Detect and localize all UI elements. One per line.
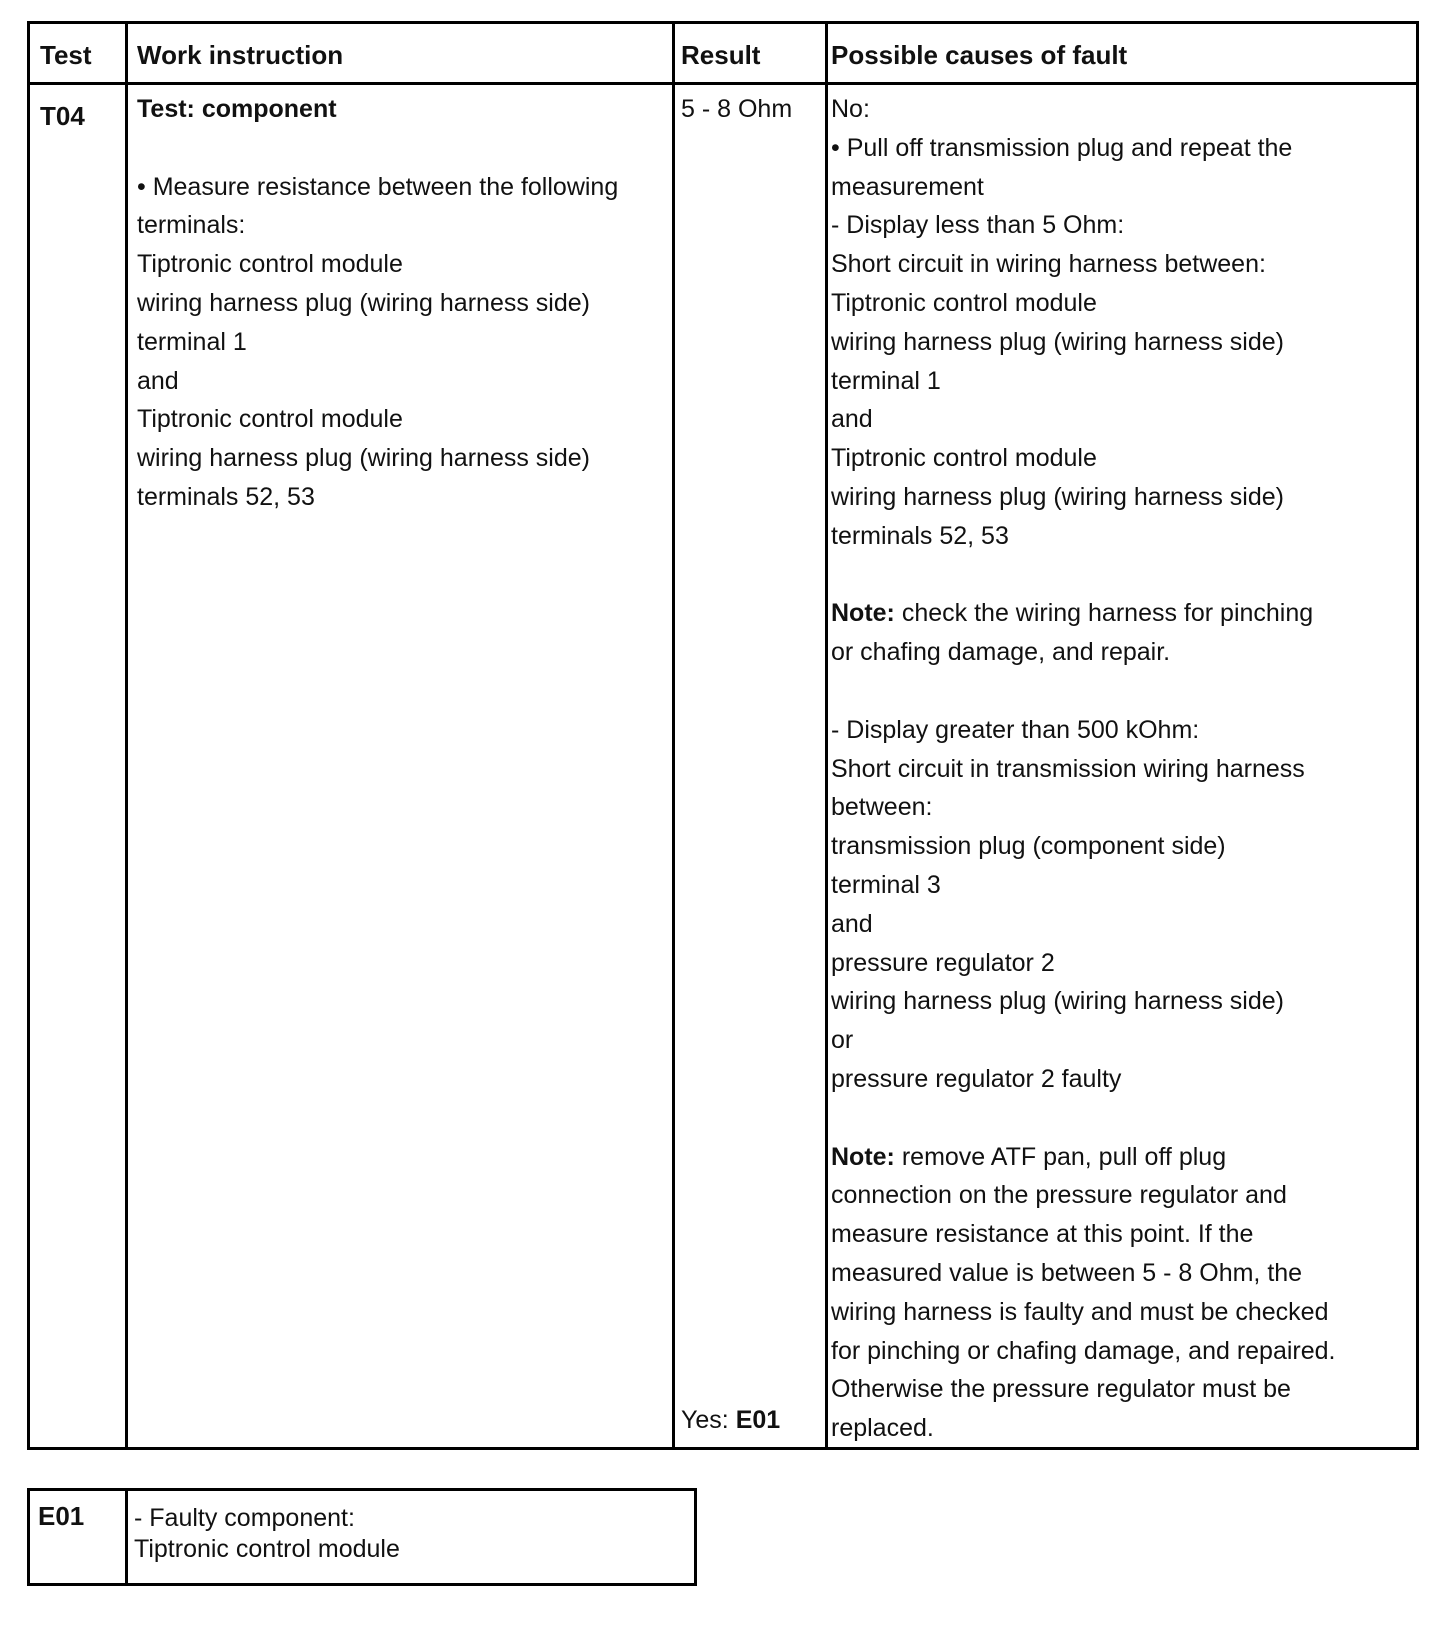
cause-line: measurement — [831, 172, 984, 201]
result-value: 5 - 8 Ohm — [681, 95, 793, 123]
cause-line: pressure regulator 2 — [831, 948, 1055, 977]
work-line: • Measure resistance between the following — [137, 172, 619, 201]
work-line: wiring harness plug (wiring harness side) — [137, 288, 590, 317]
cause-line: and — [831, 405, 873, 434]
error-description — [134, 1503, 400, 1565]
note-1 — [831, 594, 1336, 633]
test-id: T04 — [40, 101, 85, 131]
column-divider — [125, 1491, 128, 1583]
result-yes-ref: E01 — [735, 1406, 781, 1434]
test-table — [27, 21, 1419, 1450]
work-line: terminal 1 — [137, 327, 247, 356]
note-line: measured value is between 5 - 8 Ohm, the — [831, 1258, 1303, 1287]
error-id: E01 — [38, 1501, 85, 1531]
work-line: Tiptronic control module — [137, 405, 403, 434]
note-line: Otherwise the pressure regulator must be — [831, 1375, 1291, 1404]
cause-line: wiring harness plug (wiring harness side) — [831, 987, 1284, 1016]
cause-line: • Pull off transmission plug and repeat the — [831, 133, 1293, 162]
cause-line: terminals 52, 53 — [831, 521, 1009, 550]
cause-line: pressure regulator 2 faulty — [831, 1064, 1122, 1093]
result-yes-prefix: Yes: — [681, 1406, 729, 1434]
work-line: terminals 52, 53 — [137, 482, 315, 511]
error-line: - Faulty component: — [134, 1504, 355, 1532]
causes-cell — [831, 90, 1336, 1448]
work-instruction-cell — [137, 90, 618, 517]
header-test: Test — [40, 40, 92, 70]
cause-line: Short circuit in transmission wiring harness — [831, 754, 1305, 783]
note-line: measure resistance at this point. If the — [831, 1220, 1254, 1249]
cause-line: wiring harness plug (wiring harness side) — [831, 482, 1284, 511]
header-result: Result — [681, 40, 761, 70]
column-divider — [825, 24, 828, 1447]
note-line: or chafing damage, and repair. — [831, 638, 1171, 667]
note-text: remove ATF pan, pull off plug — [894, 1142, 1227, 1171]
cause-line: Tiptronic control module — [831, 288, 1097, 317]
work-line: terminals: — [137, 211, 246, 240]
cause-line: transmission plug (component side) — [831, 832, 1226, 861]
note-label: Note: — [831, 599, 895, 628]
column-divider — [125, 24, 128, 1447]
cause-line: terminal 1 — [831, 366, 941, 395]
error-table — [27, 1488, 697, 1586]
work-line: wiring harness plug (wiring harness side) — [137, 444, 590, 473]
note-line: replaced. — [831, 1414, 934, 1443]
note-line: for pinching or chafing damage, and repaired. — [831, 1336, 1336, 1365]
cause-line: No: — [831, 95, 870, 123]
cause-line: Short circuit in wiring harness between: — [831, 250, 1266, 279]
cause-line: between: — [831, 793, 933, 822]
work-line: and — [137, 366, 179, 395]
header-divider — [30, 82, 1416, 85]
cause-line: or — [831, 1026, 854, 1055]
column-divider — [672, 24, 675, 1447]
header-possible-causes: Possible causes of fault — [831, 40, 1128, 70]
cause-line: wiring harness plug (wiring harness side) — [831, 327, 1284, 356]
result-yes — [681, 1401, 780, 1440]
note-line: connection on the pressure regulator and — [831, 1181, 1287, 1210]
header-work-instruction: Work instruction — [137, 40, 344, 70]
cause-line: Tiptronic control module — [831, 444, 1097, 473]
error-line: Tiptronic control module — [134, 1535, 400, 1563]
note-2 — [831, 1138, 1336, 1177]
cause-line: - Display less than 5 Ohm: — [831, 211, 1125, 240]
note-text: check the wiring harness for pinching — [894, 599, 1314, 628]
cause-line: terminal 3 — [831, 870, 941, 899]
cause-line: - Display greater than 500 kOhm: — [831, 715, 1200, 744]
work-title: Test: component — [137, 95, 337, 123]
note-line: wiring harness is faulty and must be checked — [831, 1297, 1329, 1326]
work-line: Tiptronic control module — [137, 250, 403, 279]
cause-line: and — [831, 909, 873, 938]
note-label: Note: — [831, 1142, 895, 1171]
